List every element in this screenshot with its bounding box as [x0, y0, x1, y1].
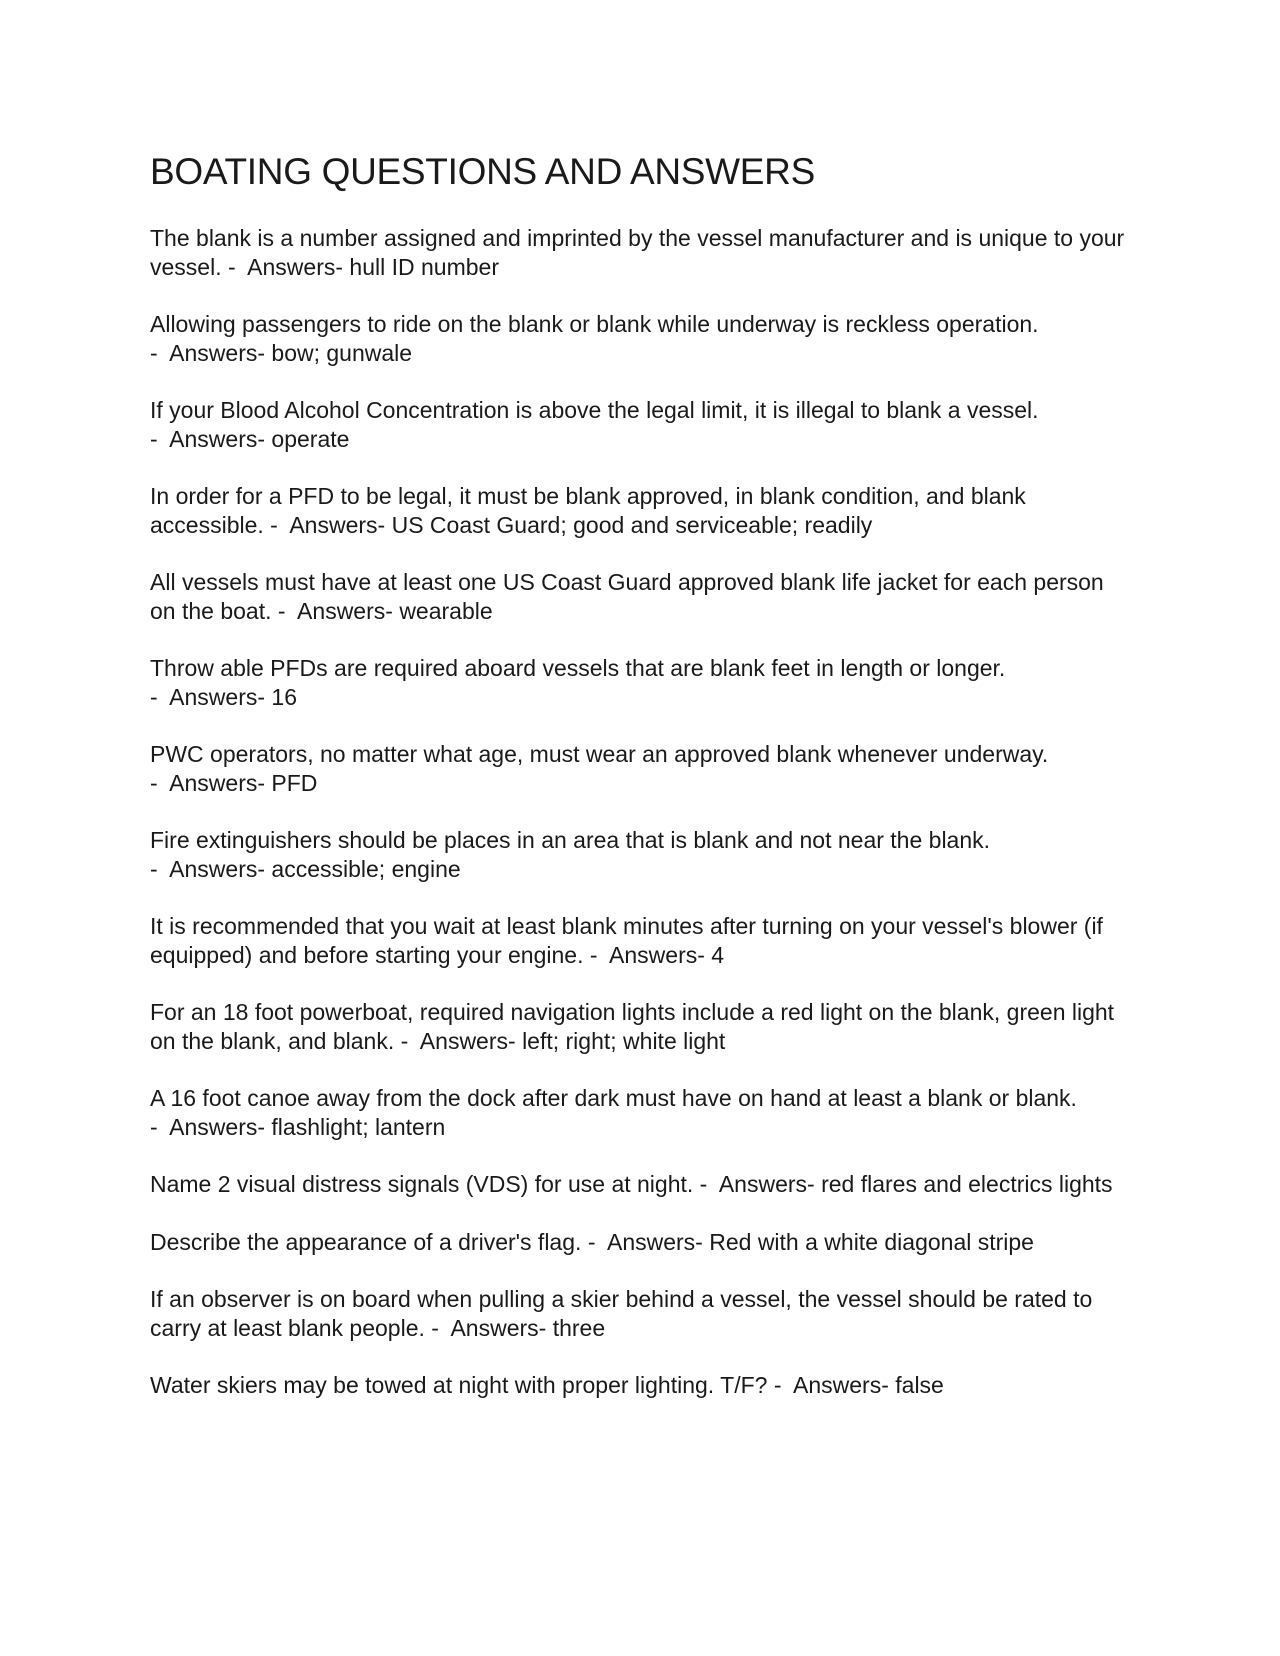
question-text: Name 2 visual distress signals (VDS) for use at night.: [150, 1171, 694, 1198]
document-title: BOATING QUESTIONS AND ANSWERS: [150, 151, 815, 192]
question-text: It is recommended that you wait at least blank minutes after turning on your vessel's blower (if equipped) and before starting your engine.: [150, 913, 1103, 968]
answer-marker: - Answers-: [431, 1314, 553, 1341]
answer-marker: - Answers-: [270, 511, 392, 538]
answer-marker: - Answers-: [773, 1372, 896, 1399]
answer-marker: - Answers-: [699, 1171, 822, 1198]
qa-item: [150, 740, 1130, 797]
qa-item: [150, 998, 1130, 1055]
answer-text: bow; gunwale: [271, 339, 413, 366]
answer-text: Red with a white diagonal stripe: [709, 1228, 1034, 1255]
answer-text: US Coast Guard; good and serviceable; readily: [391, 511, 873, 538]
answer-marker: - Answers-: [150, 425, 272, 452]
answer-marker: - Answers-: [150, 855, 272, 882]
answer-text: operate: [271, 425, 350, 452]
qa-item: [150, 396, 1130, 453]
answer-text: false: [895, 1372, 944, 1399]
question-text: In order for a PFD to be legal, it must be blank approved, in blank condition, and blank accessible.: [150, 483, 1026, 538]
question-text: PWC operators, no matter what age, must wear an approved blank whenever underway.: [150, 741, 1049, 768]
question-text: Describe the appearance of a driver's flag.: [150, 1228, 582, 1255]
question-text: If your Blood Alcohol Concentration is above the legal limit, it is illegal to blank a vessel.: [150, 397, 1039, 424]
qa-item: [150, 224, 1130, 281]
answer-text: 4: [711, 941, 725, 968]
qa-item: [150, 826, 1130, 883]
question-text: All vessels must have at least one US Coast Guard approved blank life jacket for each person on the boat.: [150, 569, 1104, 624]
qa-item: [150, 568, 1130, 625]
answer-marker: - Answers-: [227, 253, 350, 280]
question-text: For an 18 foot powerboat, required navigation lights include a red light on the blank, green light on the blank, and blank.: [150, 999, 1115, 1054]
answer-text: left; right; white light: [522, 1027, 726, 1054]
document-page: [150, 150, 1130, 1429]
qa-item: [150, 1371, 1130, 1400]
question-text: The blank is a number assigned and imprinted by the vessel manufacturer and is unique to your vessel.: [150, 225, 1125, 280]
question-text: If an observer is on board when pulling a skier behind a vessel, the vessel should be rated to carry at least blank people.: [150, 1286, 1093, 1341]
answer-marker: - Answers-: [150, 339, 272, 366]
answer-marker: - Answers-: [277, 597, 400, 624]
qa-item: [150, 310, 1130, 367]
answer-marker: - Answers-: [587, 1228, 710, 1255]
question-text: Water skiers may be towed at night with proper lighting. T/F?: [150, 1372, 768, 1399]
answer-marker: - Answers-: [400, 1027, 523, 1054]
answer-text: wearable: [399, 597, 493, 624]
qa-list: [150, 224, 1130, 1400]
answer-text: red flares and electrics lights: [821, 1171, 1113, 1198]
qa-item: [150, 1084, 1130, 1141]
question-text: Throw able PFDs are required aboard vessels that are blank feet in length or longer.: [150, 655, 1006, 682]
answer-marker: - Answers-: [589, 941, 712, 968]
answer-text: flashlight; lantern: [271, 1113, 446, 1140]
answer-text: 16: [271, 683, 298, 710]
question-text: A 16 foot canoe away from the dock after dark must have on hand at least a blank or blank.: [150, 1085, 1077, 1112]
qa-item: [150, 1285, 1130, 1342]
qa-item: [150, 912, 1130, 969]
answer-text: PFD: [271, 769, 318, 796]
qa-item: [150, 654, 1130, 711]
qa-item: [150, 1228, 1130, 1257]
answer-marker: - Answers-: [150, 769, 272, 796]
answer-marker: - Answers-: [150, 683, 272, 710]
qa-item: [150, 482, 1130, 539]
answer-marker: - Answers-: [150, 1113, 272, 1140]
answer-text: three: [552, 1314, 606, 1341]
qa-item: [150, 1170, 1130, 1199]
question-text: Allowing passengers to ride on the blank or blank while underway is reckless operation.: [150, 311, 1039, 338]
answer-text: hull ID number: [349, 253, 499, 280]
question-text: Fire extinguishers should be places in an area that is blank and not near the blank.: [150, 827, 991, 854]
answer-text: accessible; engine: [271, 855, 461, 882]
